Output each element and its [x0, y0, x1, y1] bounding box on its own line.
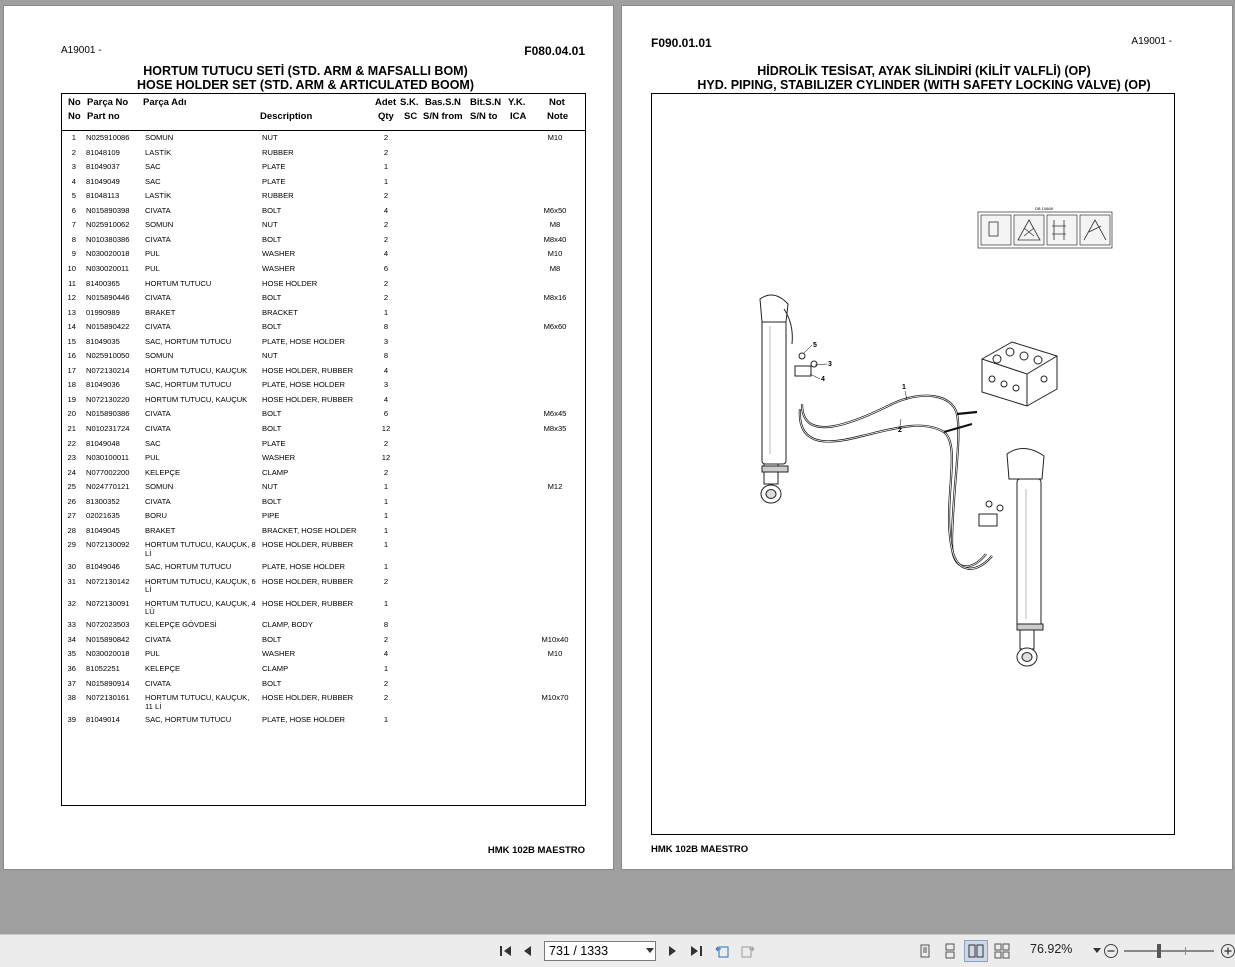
row-qty: 4: [383, 394, 389, 404]
lock-valve-bottom: [979, 501, 1003, 526]
last-page-icon[interactable]: [688, 943, 704, 959]
row-no: 37: [67, 678, 76, 688]
zoom-out-icon[interactable]: [1103, 943, 1119, 959]
hydraulic-diagram: [652, 94, 1173, 833]
title-tr: HİDROLİK TESİSAT, AYAK SİLİNDİRİ (KİLİT VALFLİ) (OP): [757, 64, 1091, 78]
row-description: PLATE, HOSE HOLDER: [262, 714, 345, 724]
zoom-dropdown-icon[interactable]: [1093, 948, 1101, 954]
row-no: 16: [67, 351, 76, 361]
row-note: M10: [547, 133, 563, 142]
row-qty: 2: [383, 576, 389, 586]
row-description: CLAMP: [262, 467, 289, 477]
row-part-name: SOMUN: [145, 482, 174, 492]
row-part-no: 81052251: [86, 664, 120, 673]
th-to: S/N to: [470, 111, 498, 122]
row-no: 7: [71, 220, 76, 230]
row-description: RUBBER: [262, 191, 294, 201]
row-part-name: SAC: [145, 162, 161, 172]
th-from: S/N from: [423, 111, 463, 122]
row-no: 36: [67, 664, 76, 673]
row-note: M6x45: [543, 409, 567, 419]
doc-code: A19001 -: [1131, 36, 1172, 47]
row-part-no: N030020018: [86, 249, 130, 259]
row-description: BOLT: [262, 205, 282, 215]
row-note: M8x16: [543, 293, 567, 303]
row-part-no: N015890386: [86, 409, 130, 419]
zoom-level[interactable]: 76.92%: [1030, 942, 1073, 956]
callout-2: 2: [898, 427, 902, 434]
row-qty: 8: [383, 620, 389, 630]
section-code: F080.04.01: [524, 44, 585, 58]
row-part-no: N025910062: [86, 220, 130, 230]
row-part-no: N072130220: [86, 394, 130, 404]
row-no: 28: [67, 525, 76, 535]
go-back-view-icon[interactable]: [714, 943, 730, 959]
row-part-name: KELEPÇE: [145, 467, 181, 477]
row-part-no: N030020018: [86, 649, 130, 659]
row-description: BOLT: [262, 409, 282, 419]
row-part-no: N015890422: [86, 322, 130, 332]
row-qty: 4: [383, 365, 389, 375]
zoom-slider-thumb[interactable]: [1157, 944, 1161, 958]
row-note: M8x40: [543, 234, 567, 244]
row-part-no: 81048113: [86, 191, 120, 201]
row-no: 8: [71, 234, 76, 244]
row-part-no: 81048109: [86, 147, 120, 157]
left-page: [4, 6, 613, 869]
row-part-no: N015890446: [86, 293, 130, 303]
row-description: PLATE: [262, 176, 286, 186]
row-no: 27: [67, 511, 76, 521]
go-forward-view-icon[interactable]: [740, 943, 756, 959]
row-part-no: 81049048: [86, 438, 120, 448]
th-ica: ICA: [510, 111, 527, 122]
row-description: BOLT: [262, 293, 282, 303]
row-qty: 2: [383, 278, 389, 288]
row-part-name: PUL: [145, 263, 160, 273]
row-no: 10: [67, 263, 76, 273]
row-description: NUT: [262, 133, 278, 142]
row-no: 2: [71, 147, 76, 157]
row-description: CLAMP: [262, 664, 289, 673]
row-part-no: N072130214: [86, 365, 130, 375]
row-description: BOLT: [262, 234, 282, 244]
row-qty: 1: [383, 525, 389, 535]
row-qty: 4: [383, 649, 389, 659]
th-qty: Adet: [375, 97, 397, 108]
th-yk: Y.K.: [508, 97, 526, 108]
row-description: BOLT: [262, 496, 282, 506]
row-part-name: HORTUM TUTUCU: [145, 278, 212, 288]
row-part-no: N072130092: [86, 540, 130, 550]
row-part-no: 81049049: [86, 176, 120, 186]
row-qty: 2: [383, 678, 389, 688]
row-no: 19: [67, 394, 76, 404]
row-qty: 2: [383, 293, 389, 303]
row-qty: 1: [383, 496, 389, 506]
row-part-name: HORTUM TUTUCU, KAUÇUK, 6 Lİ: [145, 576, 256, 595]
row-description: PLATE: [262, 162, 286, 172]
row-part-name: HORTUM TUTUCU, KAUÇUK, 11 Lİ: [145, 693, 250, 711]
row-no: 34: [67, 634, 76, 644]
row-description: HOSE HOLDER, RUBBER: [262, 598, 354, 608]
doc-code: A19001 -: [61, 45, 102, 56]
row-part-name: BRAKET: [145, 307, 176, 317]
row-description: PLATE: [262, 438, 286, 448]
row-note: M12: [547, 482, 563, 492]
row-no: 14: [67, 322, 76, 332]
row-note: M6x60: [543, 322, 567, 332]
row-part-name: KELEPÇE GÖVDESİ: [145, 620, 217, 630]
row-no: 29: [67, 540, 76, 550]
callout-1: 1: [902, 384, 906, 391]
row-description: NUT: [262, 220, 278, 230]
row-description: HOSE HOLDER, RUBBER: [262, 365, 354, 375]
left-cylinder: [760, 295, 792, 503]
row-note: M10: [547, 649, 563, 659]
row-note: M8x35: [543, 424, 567, 433]
th-name: Parça Adı: [143, 97, 187, 108]
row-no: 25: [67, 482, 76, 492]
row-no: 35: [67, 649, 76, 659]
diagram-frame: [651, 93, 1175, 835]
row-note: M8: [549, 220, 561, 230]
row-part-no: N072130161: [86, 693, 130, 703]
next-page-icon[interactable]: [664, 943, 680, 959]
row-part-no: 81300352: [86, 496, 120, 506]
row-description: WASHER: [262, 263, 296, 273]
row-part-name: CIVATA: [145, 678, 171, 688]
row-part-no: 81049036: [86, 380, 120, 390]
th-no: No: [68, 97, 81, 108]
row-part-name: KELEPÇE: [145, 664, 181, 673]
row-qty: 1: [383, 562, 389, 572]
row-part-name: HORTUM TUTUCU, KAUÇUK, 4 LÜ: [145, 598, 256, 617]
facing-pages-view-icon[interactable]: [968, 943, 984, 959]
row-description: PIPE: [262, 511, 280, 521]
row-qty: 2: [383, 234, 389, 244]
title-en: HYD. PIPING, STABILIZER CYLINDER (WITH SAFETY LOCKING VALVE) (OP): [697, 78, 1151, 92]
row-description: WASHER: [262, 453, 296, 463]
row-no: 22: [67, 438, 76, 448]
row-no: 15: [67, 336, 76, 346]
row-description: BOLT: [262, 322, 282, 332]
row-part-no: N072130091: [86, 598, 130, 608]
row-part-name: SAC, HORTUM TUTUCU: [145, 562, 232, 572]
row-part-name: PUL: [145, 649, 160, 659]
row-no: 12: [67, 293, 76, 303]
row-description: BOLT: [262, 424, 282, 433]
right-cylinder: [1007, 448, 1044, 666]
row-part-name: CIVATA: [145, 634, 171, 644]
footer-model: HMK 102B MAESTRO: [487, 845, 585, 856]
row-no: 5: [71, 191, 76, 201]
row-part-no: N030020011: [86, 263, 129, 273]
row-no: 9: [71, 249, 76, 259]
row-part-no: 81049037: [86, 162, 120, 172]
row-part-name: HORTUM TUTUCU, KAUÇUK: [145, 394, 248, 404]
zoom-slider-track[interactable]: [1124, 950, 1214, 952]
row-no: 17: [67, 365, 76, 375]
row-qty: 2: [383, 693, 389, 703]
row-description: PLATE, HOSE HOLDER: [262, 380, 345, 390]
row-no: 38: [67, 693, 76, 703]
row-description: BOLT: [262, 634, 282, 644]
th-sk: S.K.: [400, 97, 419, 108]
row-no: 13: [67, 307, 76, 317]
row-qty: 2: [383, 467, 389, 477]
row-part-no: N015890914: [86, 678, 130, 688]
row-description: BOLT: [262, 678, 282, 688]
row-part-no: N010380386: [86, 234, 130, 244]
th-note-en: Note: [547, 111, 569, 122]
row-qty: 12: [381, 453, 391, 463]
row-no: 30: [67, 562, 76, 572]
row-no: 21: [67, 424, 76, 433]
row-note: M8: [549, 263, 561, 273]
row-qty: 4: [383, 249, 389, 259]
page-number-input[interactable]: 731 / 1333: [544, 941, 656, 961]
row-description: WASHER: [262, 249, 296, 259]
row-part-name: SOMUN: [145, 220, 174, 230]
row-qty: 2: [383, 220, 389, 230]
row-part-name: HORTUM TUTUCU, KAUÇUK, 8 Lİ: [145, 540, 256, 558]
row-part-name: CIVATA: [145, 293, 171, 303]
row-part-no: N015890398: [86, 205, 130, 215]
row-part-no: 02021635: [86, 511, 120, 521]
parts-table: [61, 93, 586, 806]
row-qty: 1: [383, 714, 389, 724]
row-qty: 6: [383, 263, 389, 273]
section-code: F090.01.01: [651, 36, 712, 50]
row-part-no: 01990989: [86, 307, 120, 317]
row-part-no: 81049035: [86, 336, 120, 346]
row-no: 23: [67, 453, 76, 463]
row-description: BRACKET: [262, 307, 298, 317]
th-no-en: No: [68, 111, 81, 122]
row-no: 1: [71, 133, 76, 142]
row-part-name: CIVATA: [145, 496, 171, 506]
row-qty: 1: [383, 511, 389, 521]
row-qty: 2: [383, 191, 389, 201]
row-qty: 1: [383, 598, 389, 608]
row-description: CLAMP, BODY: [262, 620, 313, 630]
continuous-view-icon[interactable]: [942, 943, 958, 959]
row-no: 3: [71, 162, 76, 172]
row-no: 11: [68, 278, 76, 288]
row-qty: 3: [383, 380, 389, 390]
th-note: Not: [549, 97, 565, 108]
row-part-no: N024770121: [86, 482, 130, 492]
row-note: M10: [547, 249, 563, 259]
row-note: M10x40: [541, 634, 569, 644]
viewer-toolbar: [0, 934, 1235, 967]
row-no: 33: [67, 620, 76, 630]
right-page: [622, 6, 1232, 869]
callout-3: 3: [828, 361, 832, 368]
row-qty: 2: [383, 133, 389, 142]
row-description: PLATE, HOSE HOLDER: [262, 336, 345, 346]
row-qty: 1: [383, 307, 389, 317]
zoom-in-icon[interactable]: [1220, 943, 1235, 959]
row-qty: 1: [383, 176, 389, 186]
row-qty: 12: [381, 424, 391, 433]
row-qty: 1: [383, 482, 389, 492]
row-part-no: N025910050: [86, 351, 130, 361]
row-no: 24: [67, 467, 76, 477]
row-part-no: N010231724: [86, 424, 130, 433]
row-part-no: N025910086: [86, 133, 130, 142]
previous-page-icon[interactable]: [520, 943, 536, 959]
row-part-name: CIVATA: [145, 424, 171, 433]
title-en: HOSE HOLDER SET (STD. ARM & ARTICULATED BOOM): [136, 78, 475, 92]
row-qty: 6: [383, 409, 389, 419]
callout-5: 5: [813, 342, 817, 349]
th-bit: Bit.S.N: [470, 97, 502, 108]
row-part-name: LASTİK: [145, 147, 172, 157]
row-qty: 1: [383, 162, 389, 172]
row-part-no: 81049045: [86, 525, 120, 535]
row-note: M10x70: [541, 693, 569, 703]
row-note: M6x50: [543, 205, 567, 215]
row-description: RUBBER: [262, 147, 294, 157]
row-no: 39: [67, 714, 76, 724]
row-part-name: SAC: [145, 438, 161, 448]
row-part-no: N077002200: [86, 467, 130, 477]
row-part-name: CIVATA: [145, 409, 171, 419]
row-part-name: CIVATA: [145, 205, 171, 215]
single-page-view-icon[interactable]: [917, 943, 933, 959]
row-part-name: SOMUN: [145, 133, 174, 142]
hoses: [800, 396, 992, 569]
row-part-name: SAC, HORTUM TUTUCU: [145, 380, 232, 390]
safety-label: [978, 206, 1112, 248]
row-part-no: 81049014: [86, 714, 120, 724]
zoom-slider-tick: [1185, 947, 1186, 955]
row-part-no: 81049046: [86, 562, 120, 572]
row-qty: 3: [383, 336, 389, 346]
row-qty: 2: [383, 438, 389, 448]
row-no: 32: [67, 598, 76, 608]
row-no: 31: [67, 576, 76, 586]
th-qty-en: Qty: [378, 111, 394, 122]
row-description: BRACKET, HOSE HOLDER: [262, 525, 357, 535]
row-no: 26: [67, 496, 76, 506]
th-part: Parça No: [87, 97, 129, 108]
row-no: 4: [71, 176, 76, 186]
row-description: WASHER: [262, 649, 296, 659]
row-part-name: HORTUM TUTUCU, KAUÇUK: [145, 365, 248, 375]
row-part-name: CIVATA: [145, 322, 171, 332]
row-no: 18: [67, 380, 76, 390]
row-part-name: SAC: [145, 176, 161, 186]
row-description: HOSE HOLDER: [262, 278, 318, 288]
title-tr: HORTUM TUTUCU SETİ (STD. ARM & MAFSALLI BOM): [143, 64, 468, 78]
row-description: HOSE HOLDER, RUBBER: [262, 576, 354, 586]
row-qty: 1: [383, 664, 389, 673]
row-part-name: LASTİK: [145, 191, 172, 201]
control-valve: [982, 342, 1057, 406]
row-part-no: 81400365: [86, 278, 120, 288]
label-code: DB 10668: [1035, 206, 1053, 211]
row-part-name: SOMUN: [145, 351, 174, 361]
row-part-no: N015890842: [86, 634, 130, 644]
row-qty: 1: [383, 540, 389, 550]
row-description: NUT: [262, 482, 278, 492]
row-part-name: SAC, HORTUM TUTUCU: [145, 714, 232, 724]
first-page-icon[interactable]: [498, 943, 514, 959]
row-qty: 4: [383, 205, 389, 215]
row-qty: 2: [383, 147, 389, 157]
row-part-no: N072130142: [86, 576, 130, 586]
row-part-name: SAC, HORTUM TUTUCU: [145, 336, 232, 346]
callout-4: 4: [821, 376, 825, 383]
row-description: HOSE HOLDER, RUBBER: [262, 540, 354, 550]
th-bas: Bas.S.N: [425, 97, 461, 108]
footer-model: HMK 102B MAESTRO: [651, 844, 749, 855]
row-part-no: N030100011: [86, 453, 129, 463]
row-no: 20: [67, 409, 76, 419]
row-qty: 8: [383, 351, 389, 361]
row-qty: 2: [383, 634, 389, 644]
row-part-name: PUL: [145, 453, 160, 463]
row-part-name: PUL: [145, 249, 160, 259]
row-no: 6: [71, 205, 76, 215]
row-description: HOSE HOLDER, RUBBER: [262, 394, 354, 404]
row-qty: 8: [383, 322, 389, 332]
row-part-name: BORU: [145, 511, 167, 521]
th-sc: SC: [404, 111, 418, 122]
lock-valve-top: [795, 353, 817, 376]
continuous-facing-view-icon[interactable]: [994, 943, 1010, 959]
th-desc: Description: [260, 111, 313, 122]
row-part-no: N072023503: [86, 620, 130, 630]
chevron-down-icon[interactable]: [646, 948, 654, 954]
row-description: PLATE, HOSE HOLDER: [262, 562, 345, 572]
th-part-en: Part no: [87, 111, 120, 122]
row-description: HOSE HOLDER, RUBBER: [262, 693, 354, 703]
row-part-name: BRAKET: [145, 525, 176, 535]
row-part-name: CIVATA: [145, 234, 171, 244]
row-description: NUT: [262, 351, 278, 361]
